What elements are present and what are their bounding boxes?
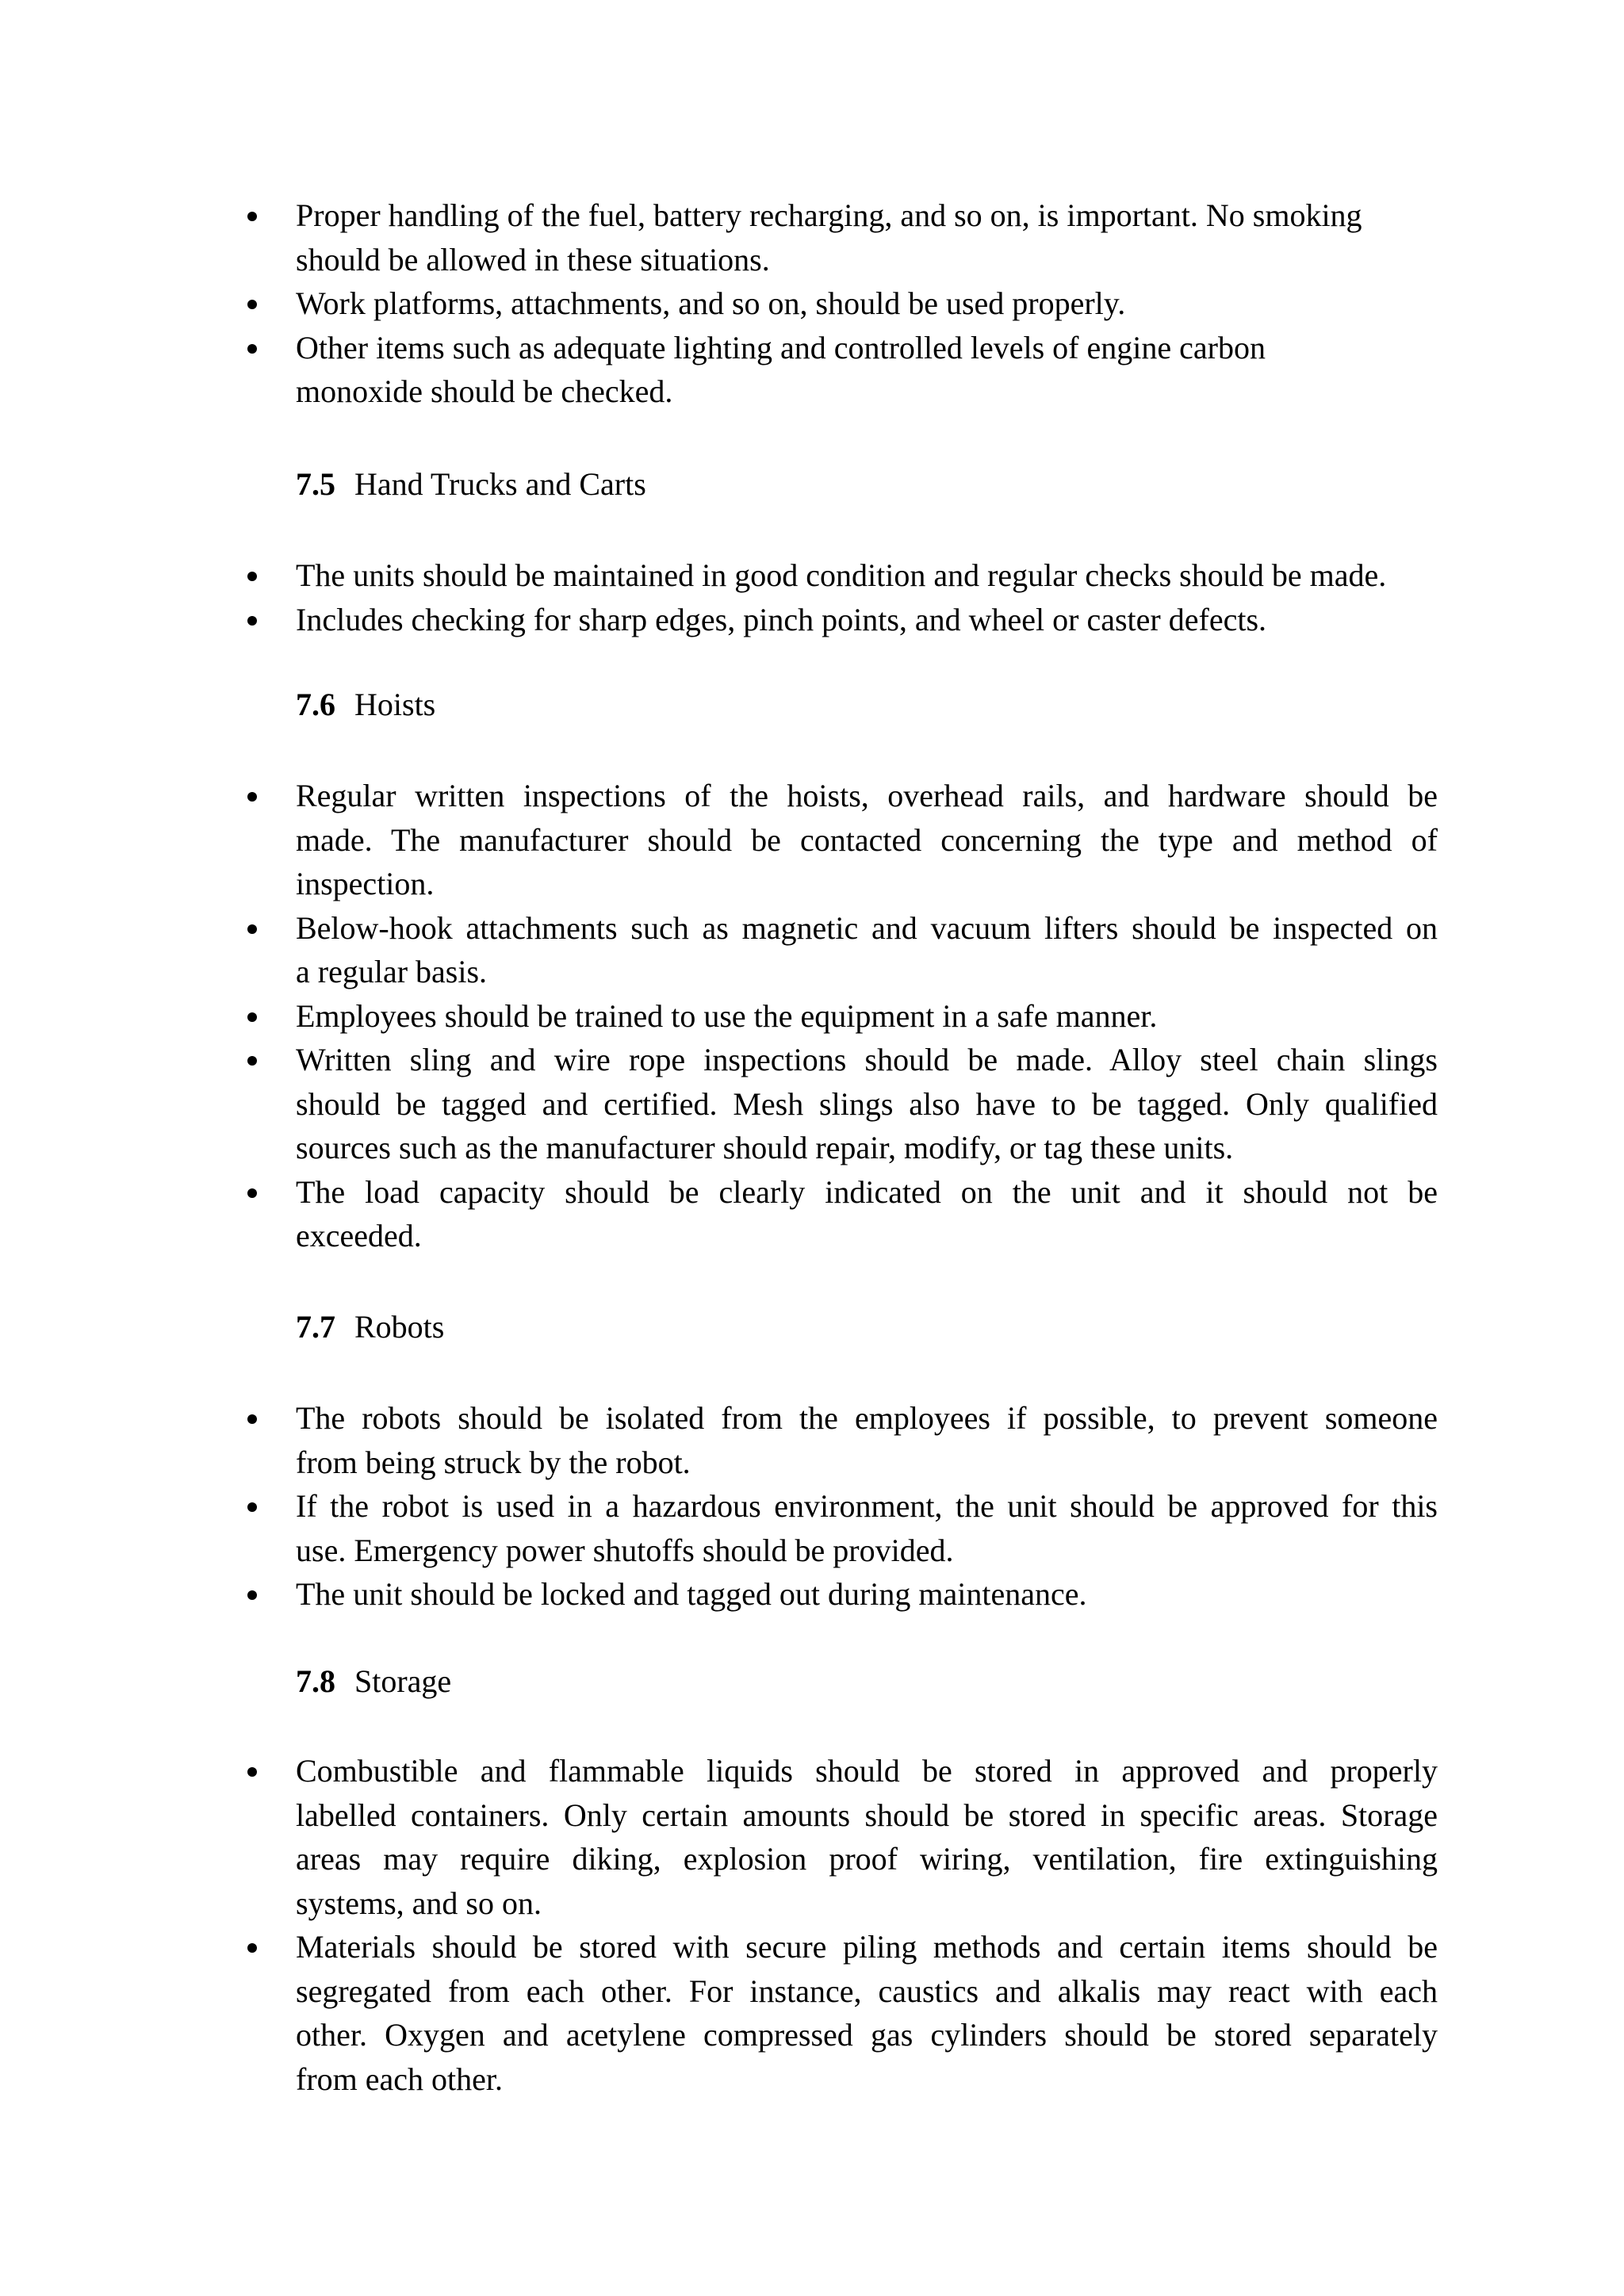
text-line: areas may require diking, explosion proof wiring, ventilation, fire extinguishing xyxy=(296,1841,1438,1877)
text-line: Employees should be trained to use the equipment in a safe manner. xyxy=(296,997,1158,1034)
section-title: Storage xyxy=(354,1663,452,1699)
section-number: 7.7 xyxy=(296,1309,335,1345)
bullet-icon xyxy=(247,1012,257,1022)
text-line: The load capacity should be clearly indicated on the unit and it should not be xyxy=(296,1173,1438,1210)
list-item xyxy=(0,1925,1624,2101)
section-heading xyxy=(296,683,435,727)
list-item-text xyxy=(296,553,1438,598)
list-item xyxy=(0,553,1624,598)
list-item xyxy=(0,326,1624,414)
list-item xyxy=(0,994,1624,1039)
text-line: labelled containers. Only certain amounts should be stored in specific areas. Storage xyxy=(296,1797,1438,1833)
list-item-text xyxy=(296,1396,1438,1484)
list-item xyxy=(0,774,1624,906)
section-heading xyxy=(296,1659,451,1704)
list-item xyxy=(0,1484,1624,1572)
list-item-text xyxy=(296,994,1438,1039)
text-line: systems, and so on. xyxy=(296,1885,542,1921)
list-item-text xyxy=(296,193,1438,281)
section-number: 7.8 xyxy=(296,1663,335,1699)
list-item xyxy=(0,1396,1624,1484)
list-item xyxy=(0,281,1624,326)
section-number: 7.5 xyxy=(296,466,335,502)
section-title: Robots xyxy=(354,1309,445,1345)
text-line: Combustible and flammable liquids should be stored in approved and properly xyxy=(296,1753,1438,1789)
text-line: Proper handling of the fuel, battery recharging, and so on, is important. No smoking xyxy=(296,197,1362,233)
text-line: Written sling and wire rope inspections should be made. Alloy steel chain slings xyxy=(296,1042,1438,1077)
text-line: monoxide should be checked. xyxy=(296,373,673,409)
text-line: use. Emergency power shutoffs should be provided. xyxy=(296,1532,954,1568)
list-item-text xyxy=(296,906,1438,994)
bullet-icon xyxy=(247,792,257,802)
text-line: Other items such as adequate lighting and controlled levels of engine carbon xyxy=(296,329,1266,365)
section-number: 7.6 xyxy=(296,687,335,722)
section-heading xyxy=(296,462,646,507)
bullet-icon xyxy=(247,344,257,354)
text-line: Includes checking for sharp edges, pinch points, and wheel or caster defects. xyxy=(296,601,1267,637)
list-item xyxy=(0,906,1624,994)
bullet-icon xyxy=(247,572,257,581)
list-item-text xyxy=(296,1572,1438,1617)
bullet-icon xyxy=(247,1943,257,1953)
bullet-icon xyxy=(247,1056,257,1066)
text-line: other. Oxygen and acetylene compressed gas cylinders should be stored separately xyxy=(296,2017,1438,2053)
list-item-text xyxy=(296,598,1438,642)
list-item-text xyxy=(296,1038,1438,1170)
text-line: Regular written inspections of the hoists, overhead rails, and hardware should be xyxy=(296,778,1438,813)
bullet-icon xyxy=(247,300,257,309)
list-item-text xyxy=(296,1749,1438,1925)
list-item-text xyxy=(296,326,1438,414)
text-line: should be allowed in these situations. xyxy=(296,241,770,277)
bullet-icon xyxy=(247,212,257,221)
list-item xyxy=(0,1038,1624,1170)
list-item xyxy=(0,193,1624,281)
bullet-icon xyxy=(247,616,257,626)
text-line: The units should be maintained in good condition and regular checks should be made. xyxy=(296,557,1387,593)
text-line: Work platforms, attachments, and so on, should be used properly. xyxy=(296,285,1126,321)
list-item xyxy=(0,1170,1624,1258)
text-line: inspection. xyxy=(296,866,435,901)
section-title: Hoists xyxy=(354,687,436,722)
text-line: The robots should be isolated from the employees if possible, to prevent someone xyxy=(296,1400,1438,1436)
text-line: segregated from each other. For instance, caustics and alkalis may react with each xyxy=(296,1973,1438,2009)
text-line: exceeded. xyxy=(296,1218,422,1253)
text-line: from being struck by the robot. xyxy=(296,1444,691,1480)
list-item xyxy=(0,1572,1624,1617)
text-line: from each other. xyxy=(296,2061,503,2097)
list-item-text xyxy=(296,281,1438,326)
section-heading xyxy=(296,1305,444,1349)
list-item-text xyxy=(296,1925,1438,2101)
bullet-icon xyxy=(247,1767,257,1777)
text-line: Below-hook attachments such as magnetic and vacuum lifters should be inspected on xyxy=(296,909,1438,946)
bullet-icon xyxy=(247,1188,257,1198)
text-line: a regular basis. xyxy=(296,954,488,989)
bullet-icon xyxy=(247,1590,257,1600)
list-item-text xyxy=(296,774,1438,906)
section-title: Hand Trucks and Carts xyxy=(354,466,646,502)
text-line: sources such as the manufacturer should repair, modify, or tag these units. xyxy=(296,1130,1234,1165)
text-line: Materials should be stored with secure piling methods and certain items should be xyxy=(296,1929,1438,1965)
text-line: made. The manufacturer should be contacted concerning the type and method of xyxy=(296,821,1438,858)
text-line: The unit should be locked and tagged out during maintenance. xyxy=(296,1576,1087,1612)
bullet-icon xyxy=(247,1414,257,1424)
bullet-icon xyxy=(247,1502,257,1512)
text-line: If the robot is used in a hazardous environment, the unit should be approved for this xyxy=(296,1488,1438,1524)
text-line: should be tagged and certified. Mesh slings also have to be tagged. Only qualified xyxy=(296,1085,1438,1122)
bullet-icon xyxy=(247,924,257,934)
list-item xyxy=(0,598,1624,642)
list-item xyxy=(0,1749,1624,1925)
list-item-text xyxy=(296,1484,1438,1572)
list-item-text xyxy=(296,1170,1438,1258)
